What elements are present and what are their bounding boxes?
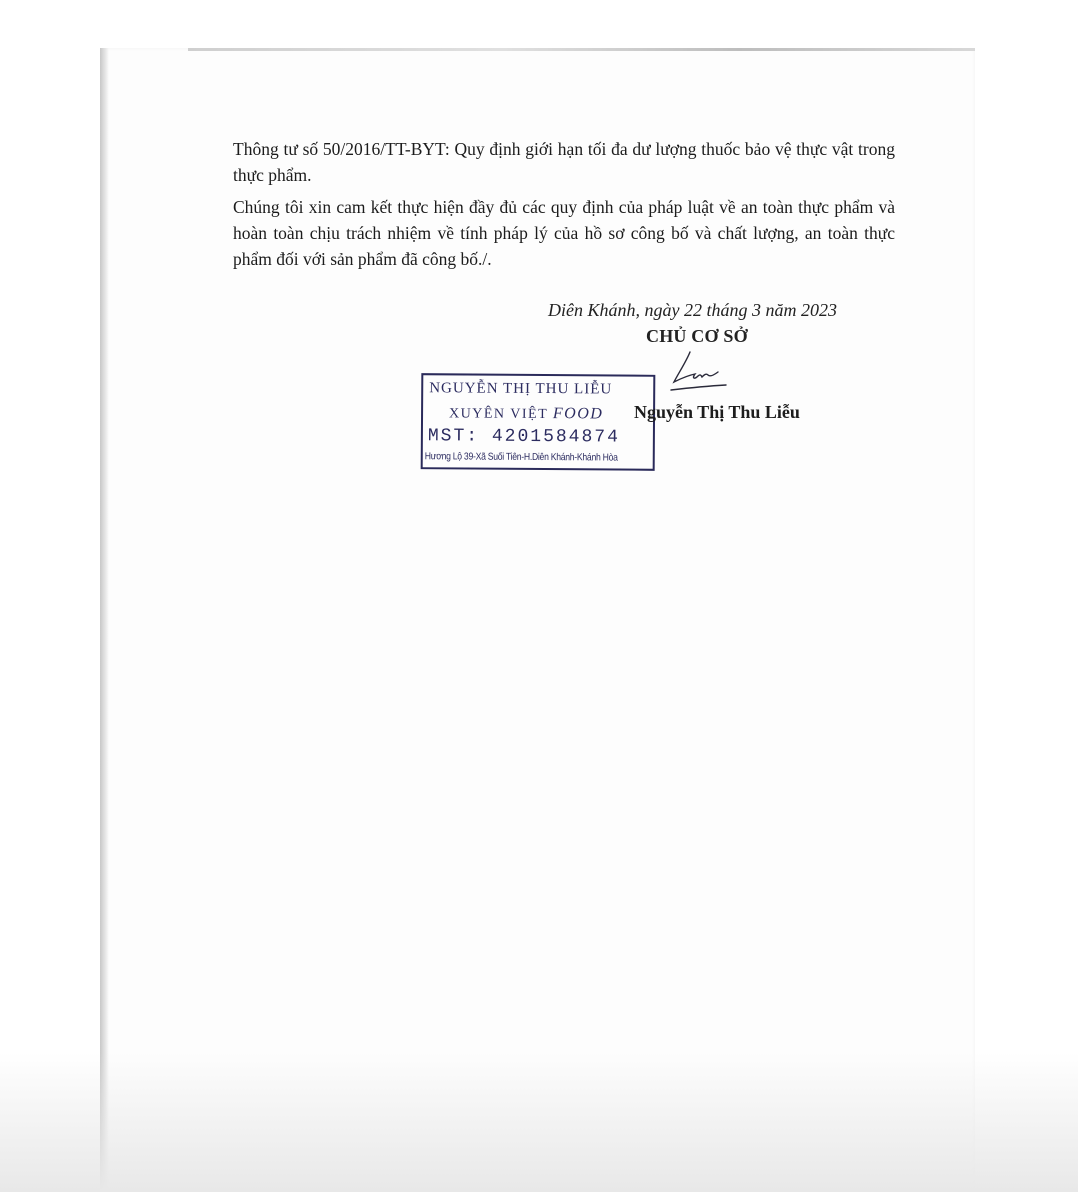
handwritten-signature [668,348,728,394]
paragraph-commitment: Chúng tôi xin cam kết thực hiện đầy đủ các quy định của pháp luật về an toàn thực phẩm và hoàn toàn chịu trách nhiệm về tính pháp lý của hồ sơ công bố và chất lượng, an toàn thực phẩm đối với sản phẩm đã công bố./. [233,197,895,269]
stamp-address: Hương Lộ 39-Xã Suối Tiên-H.Diên Khánh-Khánh Hòa [424,451,618,464]
stamp-business-name [449,404,603,423]
stamp-business-name-suffix: FOOD [552,405,604,423]
signer-name: Nguyễn Thị Thu Liễu [634,402,800,422]
stamp-tax-code: MST: 4201584874 [427,426,620,448]
page-top-edge [188,48,975,51]
date-place-line: Diên Khánh, ngày 22 tháng 3 năm 2023 [548,300,837,320]
role-title: CHỦ CƠ SỞ [646,326,748,346]
company-stamp [421,373,656,471]
stamp-business-name-prefix: XUYÊN VIỆT [449,406,548,423]
stamp-owner-name: NGUYỄN THỊ THU LIỄU [429,380,613,398]
scan-bottom-shadow [0,1052,1078,1192]
paragraph-circular-reference: Thông tư số 50/2016/TT-BYT: Quy định giới hạn tối đa dư lượng thuốc bảo vệ thực vật trong thực phẩm. [233,139,895,185]
page-left-edge [100,48,109,1192]
